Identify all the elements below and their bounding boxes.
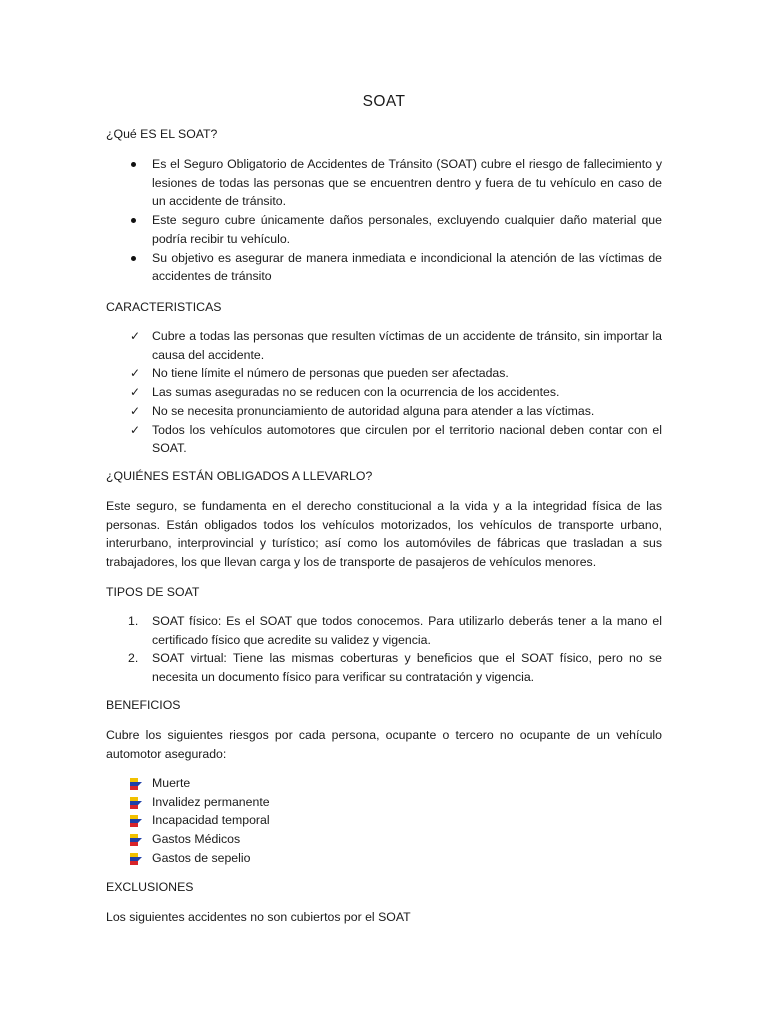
- section-exclusiones: [106, 878, 662, 897]
- checkmark-icon: ✓: [130, 403, 141, 418]
- section-caracteristicas: [106, 298, 662, 317]
- list-item-text: No tiene límite el número de personas que pueden ser afectadas.: [152, 366, 509, 381]
- list-item: [106, 249, 662, 286]
- list-item: [106, 811, 662, 830]
- list-item-text: Este seguro cubre únicamente daños personales, excluyendo cualquier daño material que podría recibir tu vehículo.: [152, 213, 662, 246]
- section-que-es: [106, 125, 662, 144]
- section-heading: TIPOS DE SOAT: [106, 585, 200, 599]
- page-title: SOAT: [362, 93, 406, 110]
- checkmark-icon: ✓: [130, 385, 141, 400]
- checkmark-icon: ✓: [130, 422, 141, 437]
- list-item: [106, 830, 662, 849]
- list-item: [106, 383, 662, 402]
- section-heading: ¿QUIÉNES ESTÁN OBLIGADOS A LLEVARLO?: [106, 469, 373, 483]
- colored-arrow-bullet-icon: [129, 853, 143, 865]
- section-paragraph: [106, 497, 662, 572]
- section-paragraph: [106, 726, 662, 763]
- list-item-text: Incapacidad temporal: [152, 813, 270, 828]
- list-item: [106, 327, 662, 364]
- colored-arrow-bullet-icon: [129, 834, 143, 846]
- flag-list: [106, 774, 662, 868]
- paragraph-text: Los siguientes accidentes no son cubiertos por el SOAT: [106, 910, 411, 924]
- section-tipos: [106, 583, 662, 602]
- checkmark-icon: ✓: [130, 366, 141, 381]
- numbered-list: [106, 612, 662, 687]
- list-item-text: Es el Seguro Obligatorio de Accidentes de Tránsito (SOAT) cubre el riesgo de fallecimiento y lesiones de todas las personas que se encuentren dentro y fuera de tu vehículo en caso de un accidente de tránsito.: [152, 157, 662, 209]
- list-item: [106, 421, 662, 458]
- list-item-text: Las sumas aseguradas no se reducen con la ocurrencia de los accidentes.: [152, 385, 560, 400]
- list-item-text: Cubre a todas las personas que resulten víctimas de un accidente de tránsito, sin importar la causa del accidente.: [152, 329, 662, 362]
- list-item: [106, 849, 662, 868]
- list-item-text: Todos los vehículos automotores que circulen por el territorio nacional deben contar con el SOAT.: [152, 422, 662, 456]
- list-item-text: SOAT físico: Es el SOAT que todos conocemos. Para utilizarlo deberás tener a la mano el certificado físico que acredite su validez y vigencia.: [152, 614, 662, 647]
- colored-arrow-bullet-icon: [129, 815, 143, 827]
- section-heading: ¿Qué ES EL SOAT?: [106, 127, 218, 141]
- list-item: [106, 402, 662, 421]
- list-item: [106, 649, 662, 686]
- check-list: [106, 327, 662, 458]
- list-item: [106, 155, 662, 211]
- list-item: [106, 612, 662, 649]
- list-item: [106, 364, 662, 383]
- list-item: [106, 793, 662, 812]
- list-item-text: Gastos Médicos: [152, 832, 241, 847]
- section-quienes: [106, 467, 662, 486]
- list-item-text: Invalidez permanente: [152, 794, 270, 809]
- list-item: [106, 211, 662, 248]
- list-item-text: Gastos de sepelio: [152, 850, 251, 865]
- bullet-list: [106, 155, 662, 286]
- paragraph-text: Cubre los siguientes riesgos por cada persona, ocupante o tercero no ocupante de un vehículo automotor asegurado:: [106, 728, 662, 761]
- list-item-text: Su objetivo es asegurar de manera inmediata e incondicional la atención de las víctimas de accidentes de tránsito: [152, 250, 662, 284]
- checkmark-icon: ✓: [130, 329, 141, 343]
- section-beneficios: [106, 696, 662, 715]
- colored-arrow-bullet-icon: [129, 778, 143, 790]
- colored-arrow-bullet-icon: [129, 797, 143, 809]
- list-number: 2.: [128, 651, 139, 666]
- list-item-text: Muerte: [152, 776, 191, 790]
- list-number: 1.: [128, 614, 139, 628]
- list-item-text: No se necesita pronunciamiento de autoridad alguna para atender a las víctimas.: [152, 403, 595, 418]
- list-item-text: SOAT virtual: Tiene las mismas coberturas y beneficios que el SOAT físico, pero no se necesita un documento físico para verificar su contratación y vigencia.: [152, 651, 662, 685]
- section-heading: EXCLUSIONES: [106, 880, 194, 894]
- list-item: [106, 774, 662, 793]
- section-heading: BENEFICIOS: [106, 698, 181, 712]
- paragraph-text: Este seguro, se fundamenta en el derecho constitucional a la vida y a la integridad física de las personas. Están obligados todos los vehículos motorizados, los vehículos de transporte urbano, interurbano, interprovincial y turístico; así como los automóviles de fábricas que trasladan a sus trabajadores, los que llevan carga y los de transporte de pasajeros de vehículos menores.: [106, 499, 662, 570]
- section-heading: CARACTERISTICAS: [106, 300, 222, 314]
- section-paragraph: [106, 908, 662, 927]
